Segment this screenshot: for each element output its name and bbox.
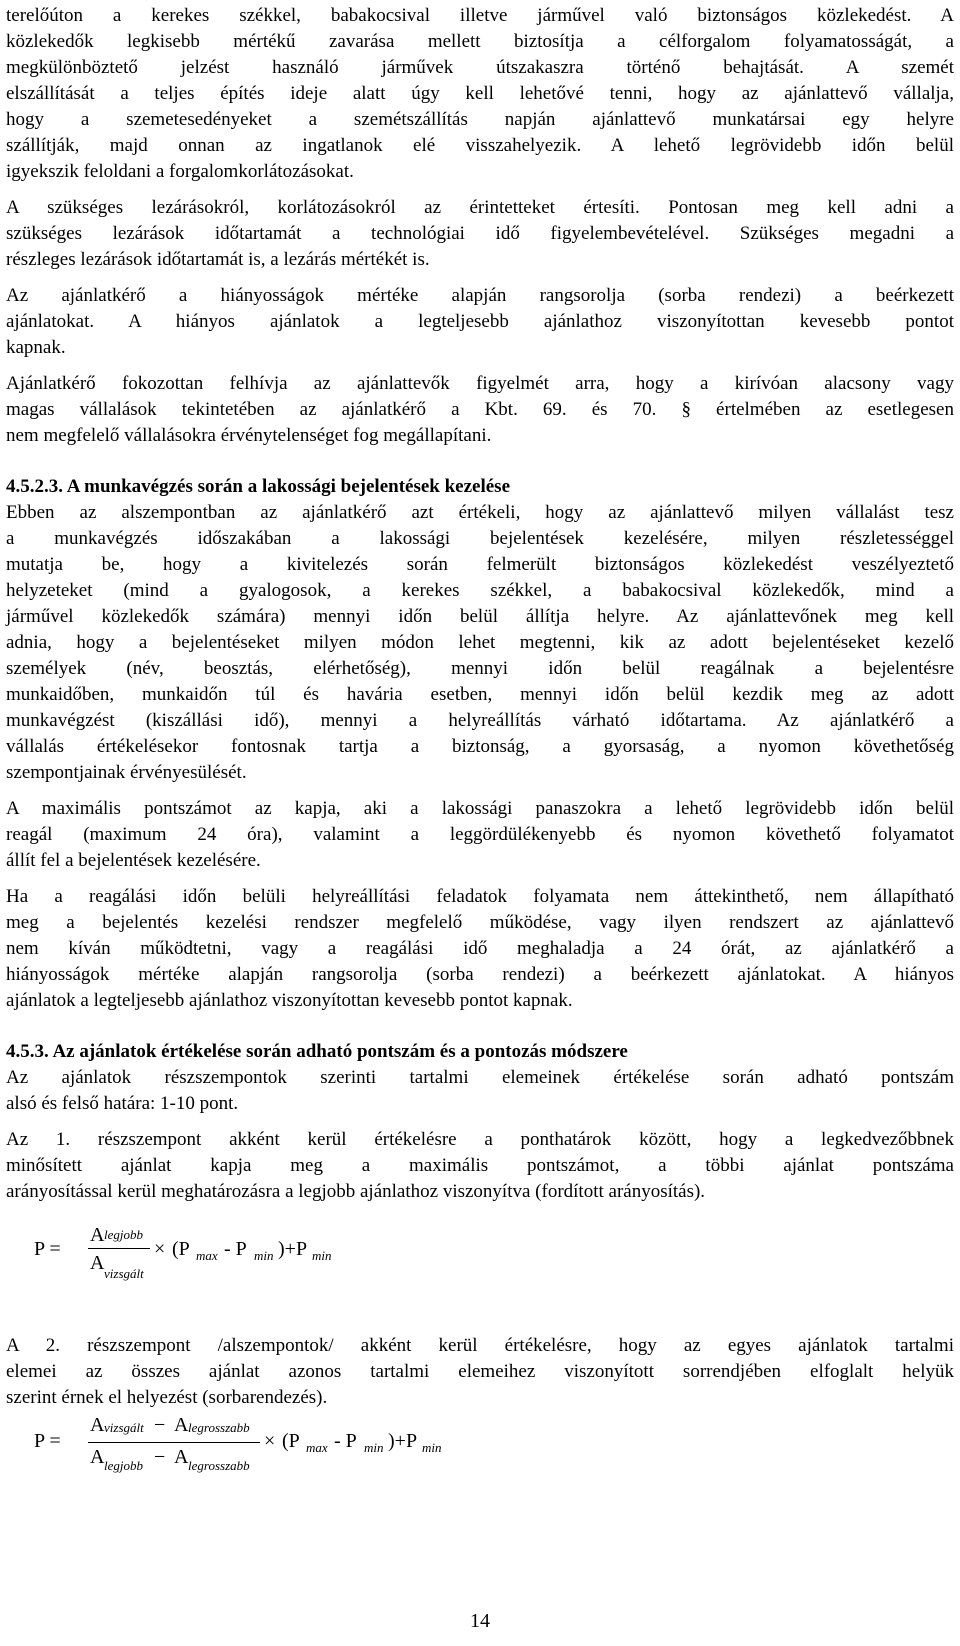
formula-close-plus-p: )+P	[388, 1430, 418, 1452]
text-line: Az ajánlatok részszempontok szerinti tartalmi elemeinek értékelése során adható pontszám	[6, 1067, 954, 1088]
text-line: szempontjainak érvényesülését.	[6, 762, 247, 783]
text-line: Az 1. részszempont akként kerül értékelésre a ponthatárok között, hogy a legkedvezőbbnek	[6, 1129, 954, 1150]
times-sign: ×	[154, 1238, 166, 1260]
text-line: helyzeteket (mind a gyalogosok, a kerekes székkel, a babakocsival közlekedők, mind a	[6, 580, 954, 601]
text-line: megkülönböztető jelzést használó járművek útszakaszra történő behajtását. A szemét	[6, 57, 954, 78]
text-line: A 2. részszempont /alszempontok/ akként kerül értékelésre, hogy az egyes ajánlatok tartalmi	[6, 1335, 954, 1356]
formula-denominator-minus: −	[154, 1446, 166, 1468]
formula-close-plus-p: )+P	[278, 1238, 308, 1260]
formula-max-sub: max	[196, 1248, 218, 1263]
text-line: A maximális pontszámot az kapja, aki a lakossági panaszokra a lehető legrövidebb időn belül	[6, 798, 954, 819]
text-line: Az ajánlatkérő a hiányosságok mértéke alapján rangsorolja (sorba rendezi) a beérkezett	[6, 285, 954, 306]
formula-denominator-sub: vizsgált	[104, 1266, 144, 1281]
text-line: szállítják, majd onnan az ingatlanok elé visszahelyezik. A lehető legrövidebb időn belül	[6, 135, 954, 156]
text-line: elemei az összes ajánlat azonos tartalmi elemeihez viszonyított sorrendjében elfoglalt helyük	[6, 1361, 954, 1382]
text-line: igyekszik feloldani a forgalomkorlátozásokat.	[6, 161, 354, 182]
formula-min-sub-2: min	[422, 1440, 442, 1455]
text-line: meg a bejelentés kezelési rendszer megfelelő működése, vagy ilyen rendszert az ajánlattevő	[6, 912, 954, 933]
text-line: A szükséges lezárásokról, korlátozásokról az érintetteket értesíti. Pontosan meg kell adni a	[6, 197, 954, 218]
formula-minus-p: - P	[334, 1430, 357, 1452]
formula-numerator-a: A	[90, 1224, 105, 1246]
formula-denominator-sub2: legrosszabb	[188, 1458, 250, 1473]
times-sign: ×	[264, 1430, 276, 1452]
text-line: ajánlatok a legteljesebb ajánlathoz viszonyítottan kevesebb pontot kapnak.	[6, 990, 573, 1011]
formula-max-sub: max	[306, 1440, 328, 1455]
fraction-line	[88, 1442, 260, 1443]
text-line: a munkavégzés időszakában a lakossági bejelentések kezelésére, milyen részletességgel	[6, 528, 954, 549]
text-line: szükséges lezárások időtartamát a technológiai idő figyelembevételével. Szükséges megadni a	[6, 223, 954, 244]
formula-p: P =	[34, 1238, 61, 1260]
text-line: ajánlatokat. A hiányos ajánlatok a legteljesebb ajánlathoz viszonyítottan kevesebb pontot	[6, 311, 954, 332]
text-line: személyek (név, beosztás, elérhetőség), mennyi időn belül reagálnak a bejelentésre	[6, 658, 954, 679]
text-line: Ebben az alszempontban az ajánlatkérő azt értékeli, hogy az ajánlattevő milyen vállalást tesz	[6, 502, 954, 523]
text-line: magas vállalások tekintetében az ajánlatkérő a Kbt. 69. és 70. § értelmében az esetlegesen	[6, 399, 954, 420]
formula-denominator-a2: A	[174, 1446, 189, 1468]
fraction-line	[88, 1248, 150, 1249]
formula-numerator-a2: A	[174, 1414, 189, 1436]
text-line: arányosítással kerül meghatározásra a legjobb ajánlathoz viszonyítva (fordított arányosítás).	[6, 1181, 706, 1202]
formula-numerator-minus: −	[154, 1414, 166, 1436]
text-line: nem megfelelő vállalásokra érvénytelenséget fog megállapítani.	[6, 425, 492, 446]
text-line: minősített ajánlat kapja meg a maximális pontszámot, a többi ajánlat pontszáma	[6, 1155, 954, 1176]
text-line: állít fel a bejelentések kezelésére.	[6, 850, 261, 871]
formula-numerator-a1: A	[90, 1414, 105, 1436]
formula-pmax-open: (P	[282, 1430, 300, 1452]
text-line: részleges lezárások időtartamát is, a lezárás mértékét is.	[6, 249, 430, 270]
formula-numerator-sub2: legrosszabb	[188, 1420, 250, 1435]
text-line: Ajánlatkérő fokozottan felhívja az ajánlattevők figyelmét arra, hogy a kirívóan alacsony vagy	[6, 373, 954, 394]
formula-denominator-a: A	[90, 1252, 105, 1274]
text-line: járművel közlekedők számára) mennyi időn belül állítja helyre. Az ajánlattevőnek meg kell	[6, 606, 954, 627]
formula-denominator-a1: A	[90, 1446, 105, 1468]
text-line: alsó és felső határa: 1-10 pont.	[6, 1093, 239, 1114]
page-number: 14	[470, 1610, 490, 1632]
formula-numerator-sub: legjobb	[104, 1227, 143, 1242]
text-line: hiányosságok mértéke alapján rangsorolja (sorba rendezi) a beérkezett ajánlatokat. A hiányos	[6, 964, 954, 985]
text-line: munkaidőben, munkaidőn túl és havária esetben, mennyi időn belül kezdik meg az adott	[6, 684, 954, 705]
text-line: vállalás értékelésekor fontosnak tartja a biztonság, a gyorsaság, a nyomon követhetőség	[6, 736, 954, 757]
text-line: kapnak.	[6, 337, 66, 358]
text-line: adnia, hogy a bejelentéseket milyen módon lehet megtenni, kik az adott bejelentéseket kezelő	[6, 632, 954, 653]
section-heading: 4.5.3. Az ajánlatok értékelése során adható pontszám és a pontozás módszere	[6, 1041, 628, 1062]
text-line: mutatja be, hogy a kivitelezés során felmerült biztonságos közlekedést veszélyeztető	[6, 554, 954, 575]
formula-min-sub: min	[254, 1248, 274, 1263]
formula-denominator-sub1: legjobb	[104, 1458, 143, 1473]
formula-pmax-open: (P	[172, 1238, 190, 1260]
section-heading: 4.5.2.3. A munkavégzés során a lakossági bejelentések kezelése	[6, 476, 511, 497]
text-line: reagál (maximum 24 óra), valamint a leggördülékenyebb és nyomon követhető folyamatot	[6, 824, 954, 845]
formula-numerator-sub1: vizsgált	[104, 1420, 144, 1435]
text-line: elszállítását a teljes építés ideje alatt úgy kell lehetővé tenni, hogy az ajánlattevő vállalja,	[6, 83, 954, 104]
text-line: közlekedők legkisebb mértékű zavarása mellett biztosítja a célforgalom folyamatosságát, a	[6, 31, 954, 52]
text-line: hogy a szemetesedényeket a szemétszállítás napján ajánlattevő munkatársai egy helyre	[6, 109, 954, 130]
text-line: terelőúton a kerekes székkel, babakocsival illetve járművel való biztonságos közlekedést. A	[6, 5, 954, 26]
formula-p: P =	[34, 1430, 61, 1452]
formula-min-sub-2: min	[312, 1248, 332, 1263]
formula-minus-p: - P	[224, 1238, 247, 1260]
formula-min-sub: min	[364, 1440, 384, 1455]
text-line: Ha a reagálási időn belüli helyreállítási feladatok folyamata nem áttekinthető, nem állapítható	[6, 886, 954, 907]
text-line: nem kíván működtetni, vagy a reagálási idő meghaladja a 24 órát, az ajánlatkérő a	[6, 938, 954, 959]
text-line: szerint érnek el helyezést (sorbarendezés).	[6, 1387, 328, 1408]
text-line: munkavégzést (kiszállási idő), mennyi a helyreállítás várható időtartama. Az ajánlatkérő a	[6, 710, 954, 731]
